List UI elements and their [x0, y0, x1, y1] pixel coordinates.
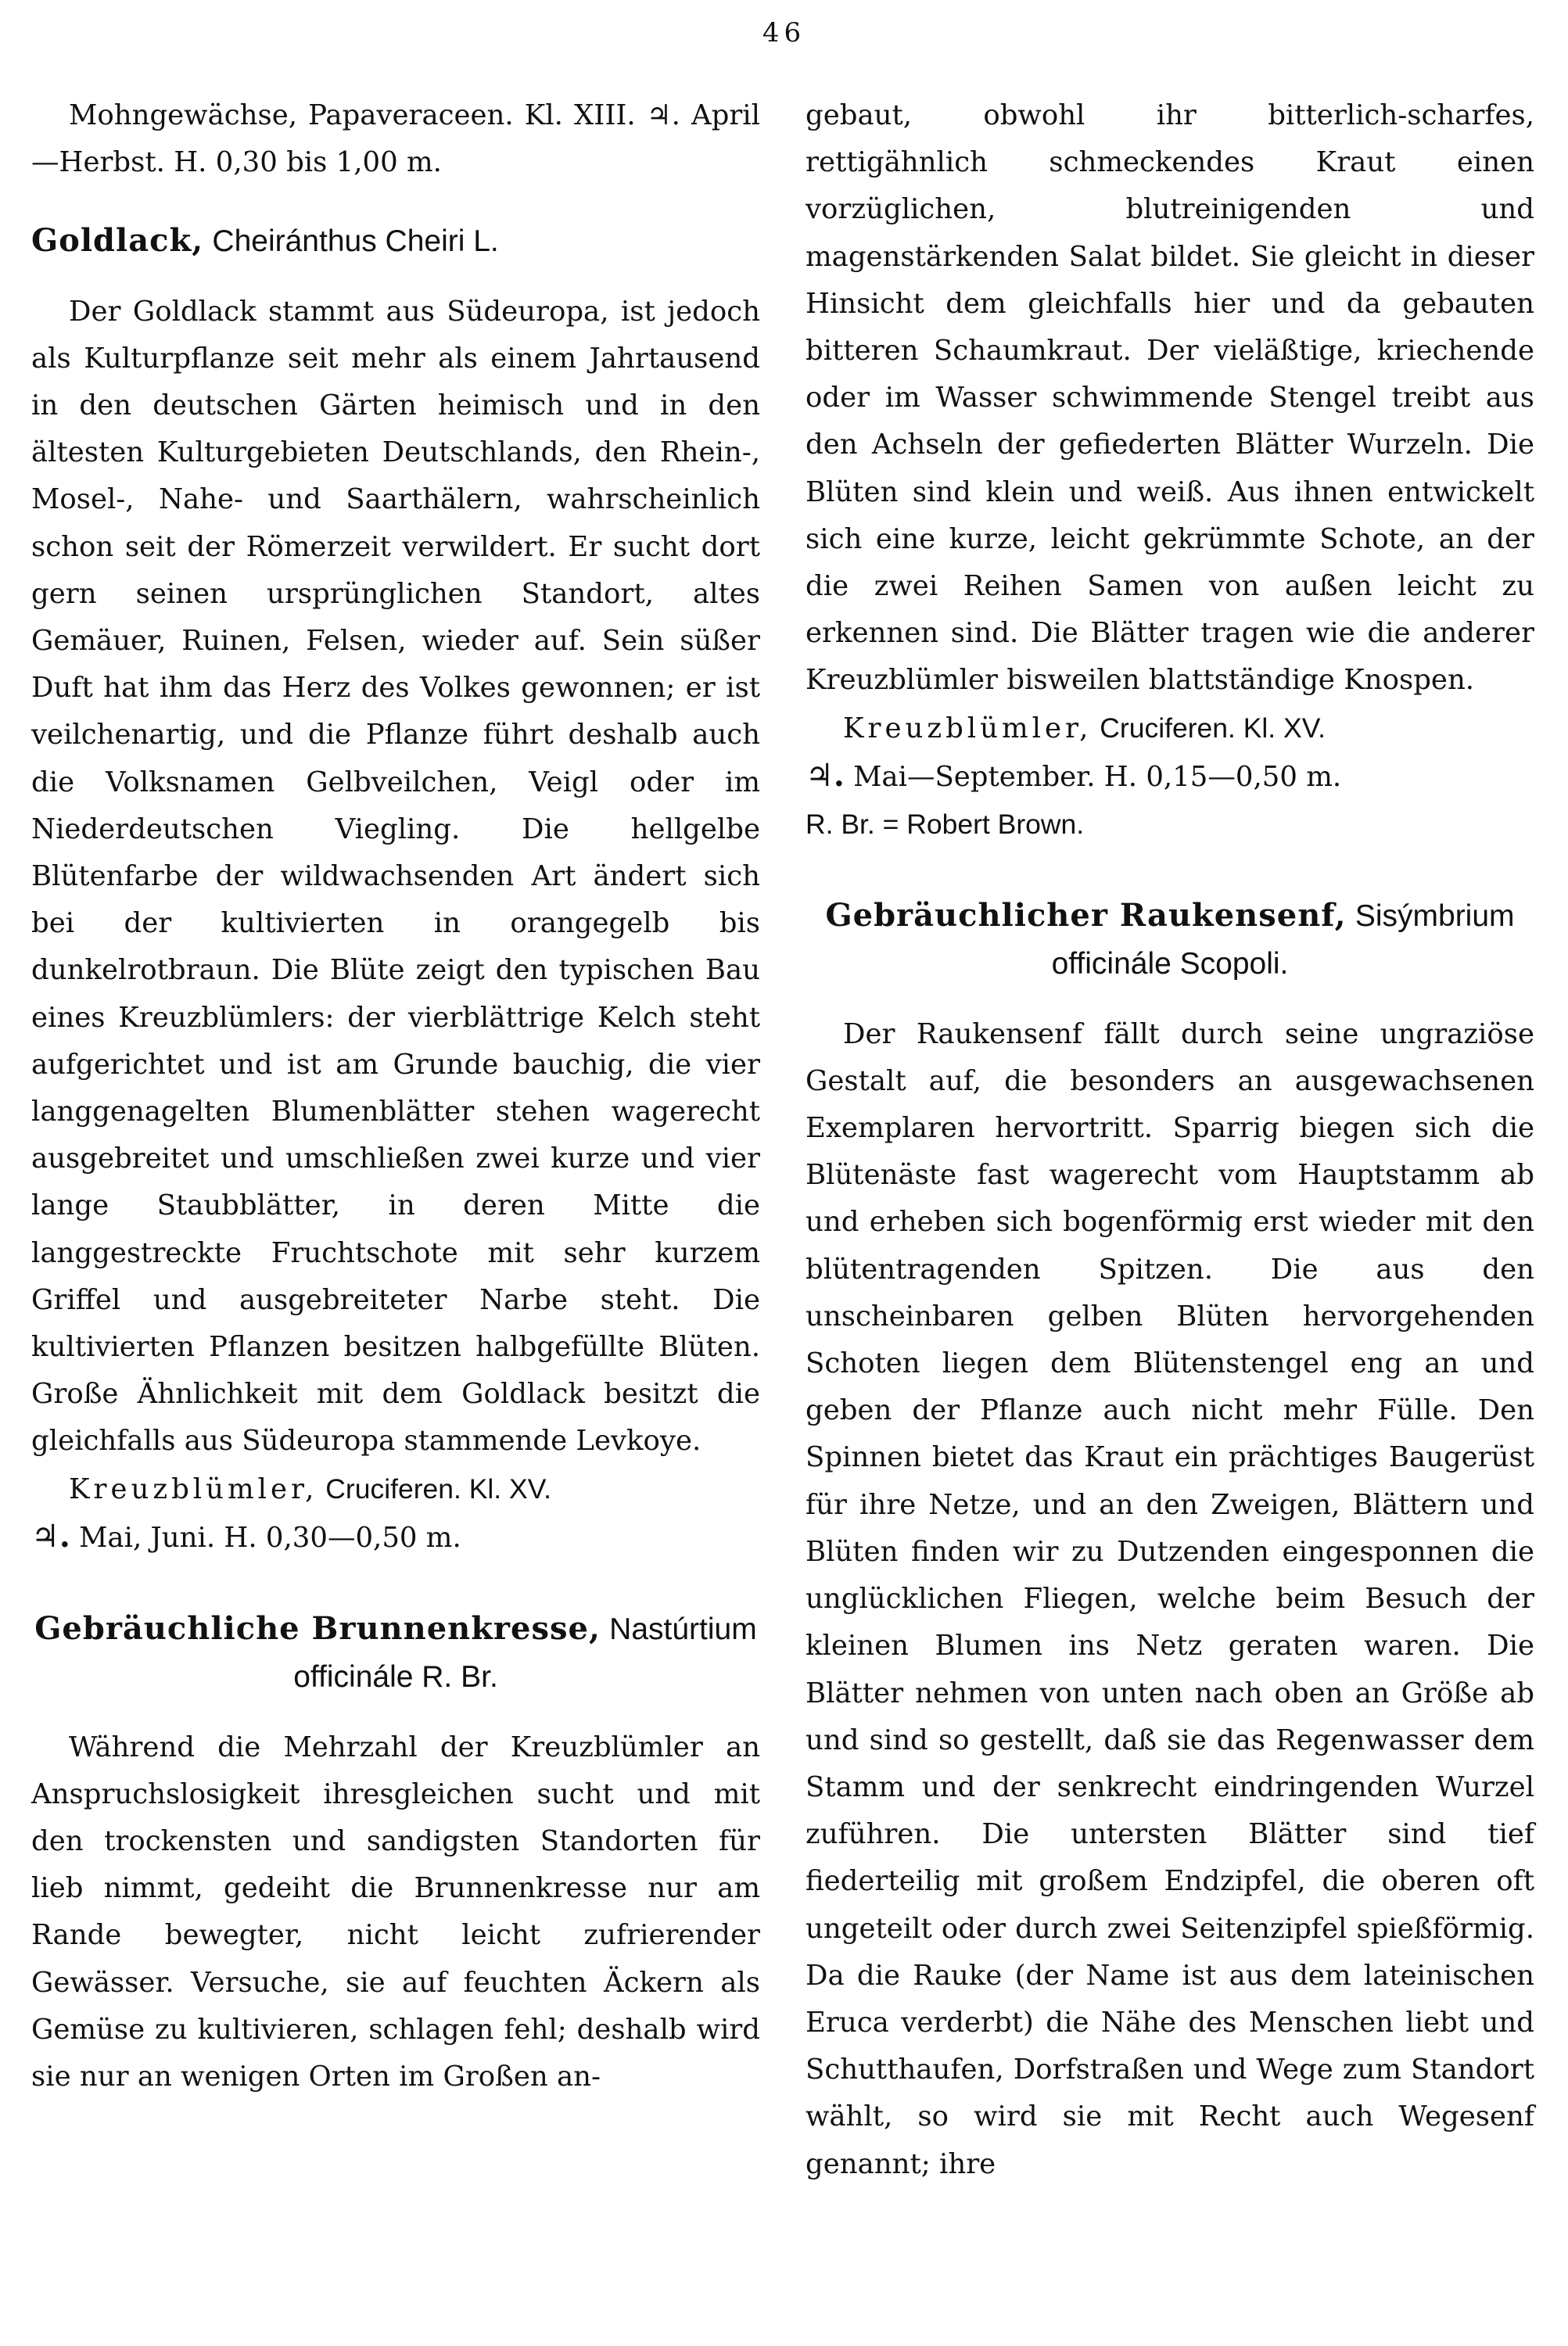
brunnenkresse-family-latin: Cruciferen. Kl. XV. [1092, 712, 1326, 744]
perennial-symbol: ♃. [31, 1517, 70, 1555]
right-column [806, 92, 1534, 2188]
brunnenkresse-heading [31, 1605, 760, 1702]
raukensenf-description: Der Raukensenf fällt durch seine ungraziöse Gestalt auf, die besonders an ausgewachsenen Exemplaren hervortritt. Sparrig biegen sich die Blütenäste fast wagerecht vom Hauptstamm ab und erheben sich bogenförmig erst wieder mit den blütentragenden Spitzen. Die aus den unscheinbaren gelben Blüten hervorgehenden Schoten liegen dem Blütenstengel eng an und geben der Pflanze auch nicht mehr Fülle. Den Spinnen bietet das Kraut ein prächtiges Baugerüst für ihre Netze, und an den Zweigen, Blättern und Blüten finden wir zu Dutzenden eingesponnen die unglücklichen Fliegen, welche beim Besuch der kleinen Blumen ins Netz geraten waren. Die Blätter nehmen von unten nach oben an Größe ab und sind so gestellt, daß sie das Regenwasser dem Stamm und der senkrecht eindringenden Wurzel zuführen. Die untersten Blätter sind tief fiederteilig mit großem Endzipfel, die oberen oft ungeteilt oder durch zwei Seitenzipfel spießförmig. Da die Rauke (der Name ist aus dem lateinischen Eruca verderbt) die Nähe des Menschen liebt und Schutthaufen, Dorfstraßen und Wege zum Standort wählt, so wird sie mit Recht auch Wegesenf genannt; ihre [806, 1017, 1534, 2180]
raukensenf-name: Gebräuchlicher Raukensenf, [825, 897, 1347, 934]
goldlack-flowering-height: Mai, Juni. H. 0,30—0,50 m. [70, 1521, 461, 1554]
goldlack-classification [31, 1465, 760, 1562]
raukensenf-heading [806, 892, 1534, 988]
brunnenkresse-flowering-height: Mai—September. H. 0,15—0,50 m. [844, 760, 1342, 793]
brunnenkresse-description-continued: gebaut, obwohl ihr bitterlich-scharfes, rettigähnlich schmeckendes Kraut einen vorzüglichen, blutreinigenden und magenstärkenden Salat bildet. Sie gleicht in dieser Hinsicht dem gleichfalls hier und da gebauten bitteren Schaumkraut. Der vieläßtige, kriechende oder im Wasser schwimmende Stengel treibt aus den Achseln der gefiederten Blätter Wurzeln. Die Blüten sind klein und weiß. Aus ihnen entwickelt sich eine kurze, leicht gekrümmte Schote, an der die zwei Reihen Samen von außen leicht zu erkennen sind. Die Blätter tragen wie die anderer Kreuzblümler bisweilen blattständige Knospen. [806, 99, 1534, 697]
goldlack-heading [31, 217, 760, 266]
goldlack-latin-name: Cheiránthus Cheiri L. [212, 224, 499, 259]
brunnenkresse-description: Während die Mehrzahl der Kreuzblümler an Anspruchslosigkeit ihresgleichen sucht und mit den trockensten und sandigsten Standorten für lieb nimmt, gedeiht die Brunnenkresse nur am Rande bewegter, nicht leicht zufrierender Gewässer. Versuche, sie auf feuchten Äckern als Gemüse zu kultivieren, schlagen fehl; deshalb wird sie nur an wenigen Orten im Großen an- [31, 1731, 760, 2093]
raukensenf-latin-name: Sisýmbrium officinále Scopoli. [1051, 899, 1515, 981]
goldlack-name: Goldlack, [31, 222, 204, 260]
goldlack-family: Kreuzblümler, [69, 1473, 318, 1505]
perennial-symbol: ♃. [806, 756, 845, 794]
left-column [31, 92, 760, 2100]
column-gutter [781, 92, 782, 2329]
brunnenkresse-family: Kreuzblümler, [843, 712, 1093, 744]
brunnenkresse-name: Gebräuchliche Brunnenkresse, [34, 1610, 601, 1648]
mohngewaechse-classification: Mohngewächse, Papaveraceen. Kl. XIII. ♃. April—Herbst. H. 0,30 bis 1,00 m. [31, 99, 760, 179]
brunnenkresse-classification [806, 705, 1534, 849]
goldlack-description: Der Goldlack stammt aus Südeuropa, ist jedoch als Kulturpflanze seit mehr als einem Jahrtausend in den deutschen Gärten heimisch und in den ältesten Kulturgebieten Deutschlands, den Rhein-, Mosel-, Nahe- und Saarthälern, wahrscheinlich schon seit der Römerzeit verwildert. Er sucht dort gern seinen ursprünglichen Standort, altes Gemäuer, Ruinen, Felsen, wieder auf. Sein süßer Duft hat ihm das Herz des Volkes gewonnen; er ist veilchenartig, und die Pflanze führt deshalb auch die Volksnamen Gelbveilchen, Veigl oder im Niederdeutschen Viegling. Die hellgelbe Blütenfarbe der wildwachsenden Art ändert sich bei der kultivierten in orangegelb bis dunkelrotbraun. Die Blüte zeigt den typischen Bau eines Kreuzblümlers: der vierblättrige Kelch steht aufgerichtet und ist am Grunde bauchig, die vier langgenagelten Blumenblätter stehen wagerecht ausgebreitet und umschließen zwei kurze und vier lange Staubblätter, in deren Mitte die langgestreckte Fruchtschote mit sehr kurzem Griffel und ausgebreiteter Narbe steht. Die kultivierten Pflanzen besitzen halbgefüllte Blüten. Große Ähnlichkeit mit dem Goldlack besitzt die gleichfalls aus Südeuropa stammende Levkoye. [31, 295, 760, 1458]
page-number: 46 [762, 17, 806, 48]
author-abbreviation-note: R. Br. = Robert Brown. [806, 809, 1085, 841]
goldlack-family-latin: Cruciferen. Kl. XV. [318, 1473, 551, 1505]
brunnenkresse-latin-name: Nastúrtium officinále R. Br. [293, 1612, 757, 1695]
